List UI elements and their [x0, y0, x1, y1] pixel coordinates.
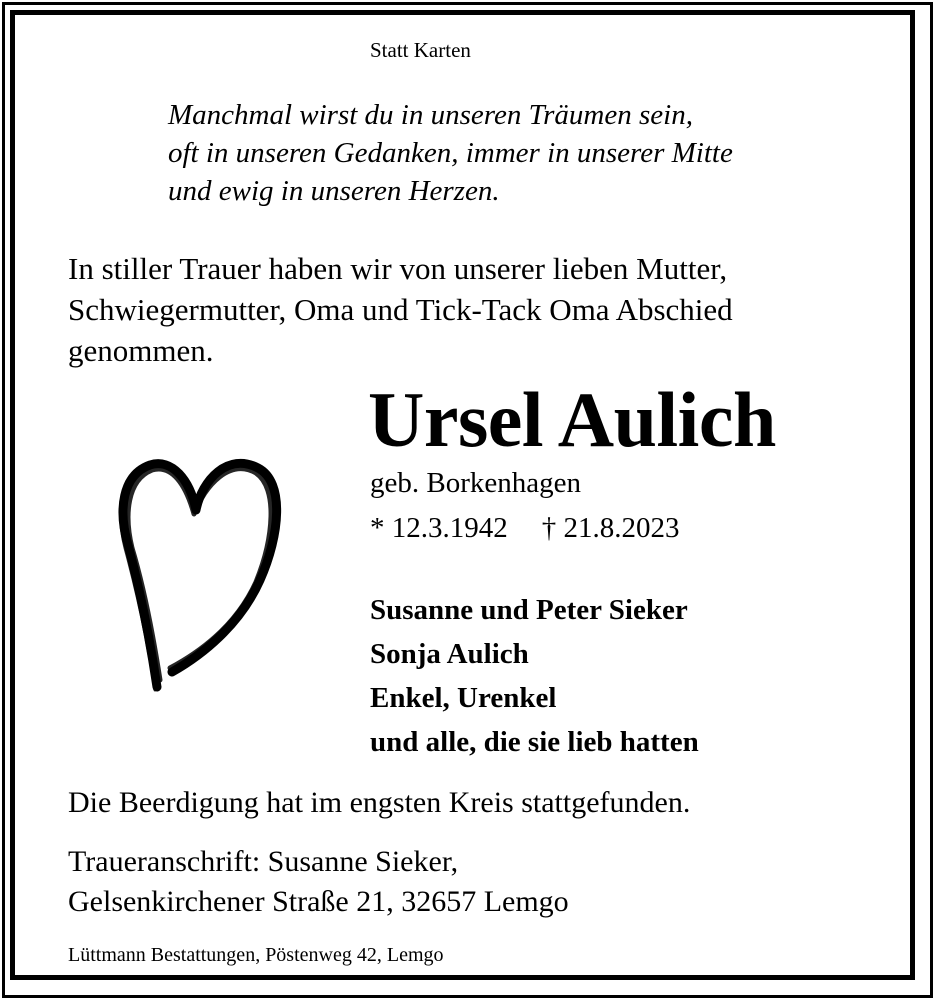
intro-line: In stiller Trauer haben wir von unserer lieben Mutter, [68, 251, 728, 286]
address-line: Gelsenkirchener Straße 21, 32657 Lemgo [68, 885, 569, 918]
undertaker-info: Lüttmann Bestattungen, Pöstenweg 42, Lemgo [68, 944, 444, 966]
mourners-list [370, 588, 699, 764]
mourner-line: Sonja Aulich [370, 638, 529, 670]
mourner-line: Enkel, Urenkel [370, 682, 557, 714]
poem-line: oft in unseren Gedanken, immer in unserer Mitte [168, 137, 733, 169]
intro-paragraph [68, 248, 733, 371]
birth-name: geb. Borkenhagen [370, 467, 581, 499]
intro-line: Schwiegermutter, Oma und Tick-Tack Oma Abschied [68, 292, 733, 327]
poem-line: Manchmal wirst du in unseren Träumen sein, [168, 99, 693, 131]
deceased-name: Ursel Aulich [368, 376, 776, 463]
mourning-address [68, 842, 569, 922]
mourner-line: Susanne und Peter Sieker [370, 594, 688, 626]
life-dates [370, 512, 680, 545]
address-line: Traueranschrift: Susanne Sieker, [68, 845, 459, 878]
intro-line: genommen. [68, 333, 214, 368]
birth-date: * 12.3.1942 [370, 512, 508, 544]
poem [168, 96, 733, 210]
mourner-line: und alle, die sie lieb hatten [370, 726, 699, 758]
poem-line: und ewig in unseren Herzen. [168, 175, 500, 207]
hand-drawn-heart-icon [110, 440, 290, 700]
header-text: Statt Karten [370, 38, 471, 62]
burial-note: Die Beerdigung hat im engsten Kreis stattgefunden. [68, 786, 691, 819]
death-date: † 21.8.2023 [541, 512, 680, 544]
